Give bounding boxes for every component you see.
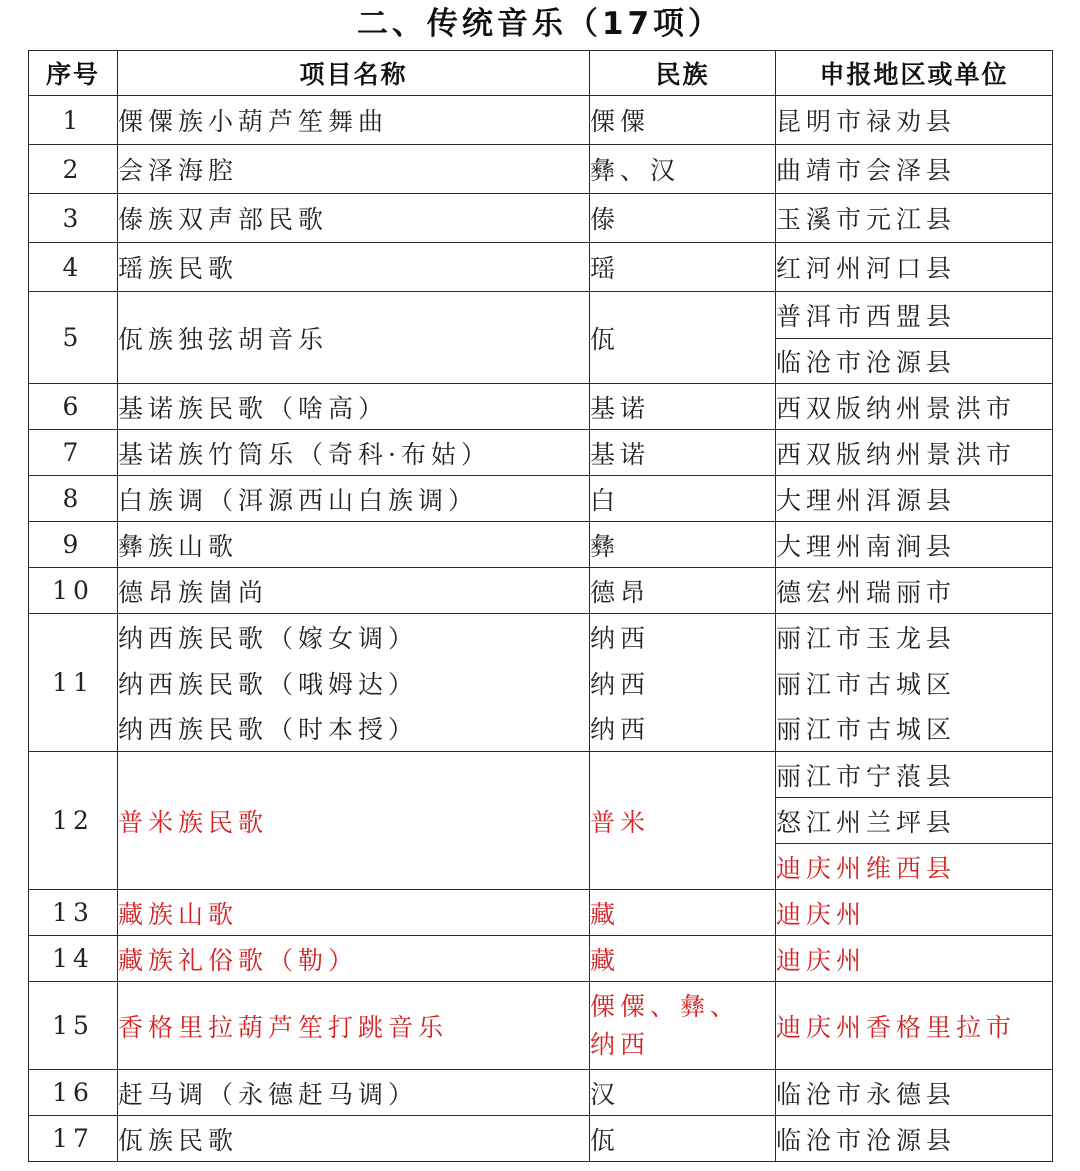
ethnic-group: 佤 [590,292,776,384]
table-row [29,614,1053,660]
project-name: 傈僳族小葫芦笙舞曲 [118,96,590,145]
row-number: 5 [29,292,118,384]
table-row [29,194,1053,243]
document-title: 二、传统音乐（17项） [356,6,724,42]
table-row [29,243,1053,292]
ethnic-group: 汉 [590,1070,776,1116]
region: 丽江市古城区 [776,706,1053,752]
ethnic-group: 傣 [590,194,776,243]
region: 临沧市沧源县 [776,339,1053,384]
row-number: 14 [29,936,118,982]
region: 昆明市禄劝县 [776,96,1053,145]
ethnic-group: 藏 [590,890,776,936]
table-row [29,1116,1053,1162]
ethnic-group: 纳西 [590,660,776,706]
table-row [29,292,1053,339]
project-name: 香格里拉葫芦笙打跳音乐 [118,982,590,1070]
region: 迪庆州 [776,936,1053,982]
project-name: 纳西族民歌（时本授） [118,706,590,752]
project-name: 基诺族竹筒乐（奇科·布姑） [118,430,590,476]
row-number: 2 [29,145,118,194]
region: 曲靖市会泽县 [776,145,1053,194]
row-number: 11 [29,614,118,752]
row-number: 16 [29,1070,118,1116]
row-number: 7 [29,430,118,476]
ethnic-group-line: 纳西 [590,1029,651,1059]
table-row [29,96,1053,145]
project-name: 藏族山歌 [118,890,590,936]
table-row [29,568,1053,614]
row-number: 8 [29,476,118,522]
row-number: 3 [29,194,118,243]
table-row [29,890,1053,936]
ethnic-group: 瑶 [590,243,776,292]
ethnic-group: 傈僳 [590,96,776,145]
row-number: 13 [29,890,118,936]
region: 大理州洱源县 [776,476,1053,522]
region: 普洱市西盟县 [776,292,1053,339]
region: 西双版纳州景洪市 [776,430,1053,476]
ethnic-group: 彝 [590,522,776,568]
table-row [29,660,1053,706]
project-name: 纳西族民歌（哦姆达） [118,660,590,706]
column-header-name: 项目名称 [118,51,590,96]
table-row [29,706,1053,752]
region: 迪庆州 [776,890,1053,936]
table-header-row [29,51,1053,96]
ethnic-group [590,982,776,1070]
row-number: 10 [29,568,118,614]
column-header-region: 申报地区或单位 [776,51,1053,96]
table-row [29,384,1053,430]
row-number: 6 [29,384,118,430]
table-row [29,752,1053,798]
table-row [29,522,1053,568]
region: 临沧市沧源县 [776,1116,1053,1162]
ethnic-group: 纳西 [590,706,776,752]
region: 临沧市永德县 [776,1070,1053,1116]
region: 西双版纳州景洪市 [776,384,1053,430]
ethnic-group: 纳西 [590,614,776,660]
ethnic-group: 基诺 [590,384,776,430]
ethnic-group: 白 [590,476,776,522]
project-name: 藏族礼俗歌（勒） [118,936,590,982]
row-number: 1 [29,96,118,145]
project-name: 彝族山歌 [118,522,590,568]
column-header-ethnic: 民族 [590,51,776,96]
region: 丽江市古城区 [776,660,1053,706]
project-name: 赶马调（永德赶马调） [118,1070,590,1116]
table-row [29,476,1053,522]
project-name: 会泽海腔 [118,145,590,194]
region: 丽江市玉龙县 [776,614,1053,660]
ethnic-group-line: 傈僳、彝、 [590,991,741,1021]
ethnic-group: 德昂 [590,568,776,614]
table-row [29,982,1053,1070]
project-name: 普米族民歌 [118,752,590,890]
table-row [29,145,1053,194]
row-number: 9 [29,522,118,568]
project-name: 佤族独弦胡音乐 [118,292,590,384]
row-number: 15 [29,982,118,1070]
project-name: 傣族双声部民歌 [118,194,590,243]
ethnic-group: 基诺 [590,430,776,476]
table-row [29,936,1053,982]
row-number: 12 [29,752,118,890]
project-name: 瑶族民歌 [118,243,590,292]
region: 怒江州兰坪县 [776,798,1053,844]
region: 大理州南涧县 [776,522,1053,568]
region: 德宏州瑞丽市 [776,568,1053,614]
ethnic-group: 彝、汉 [590,145,776,194]
project-name: 白族调（洱源西山白族调） [118,476,590,522]
ethnic-group: 佤 [590,1116,776,1162]
project-name: 德昂族崮尚 [118,568,590,614]
row-number: 4 [29,243,118,292]
table-row [29,1070,1053,1116]
column-header-no: 序号 [29,51,118,96]
row-number: 17 [29,1116,118,1162]
project-name: 纳西族民歌（嫁女调） [118,614,590,660]
region: 迪庆州维西县 [776,844,1053,890]
region: 迪庆州香格里拉市 [776,982,1053,1070]
region: 红河州河口县 [776,243,1053,292]
table-row [29,430,1053,476]
ethnic-group: 普米 [590,752,776,890]
region: 玉溪市元江县 [776,194,1053,243]
heritage-table [28,50,1053,1162]
ethnic-group: 藏 [590,936,776,982]
region: 丽江市宁蒗县 [776,752,1053,798]
project-name: 基诺族民歌（啥高） [118,384,590,430]
project-name: 佤族民歌 [118,1116,590,1162]
